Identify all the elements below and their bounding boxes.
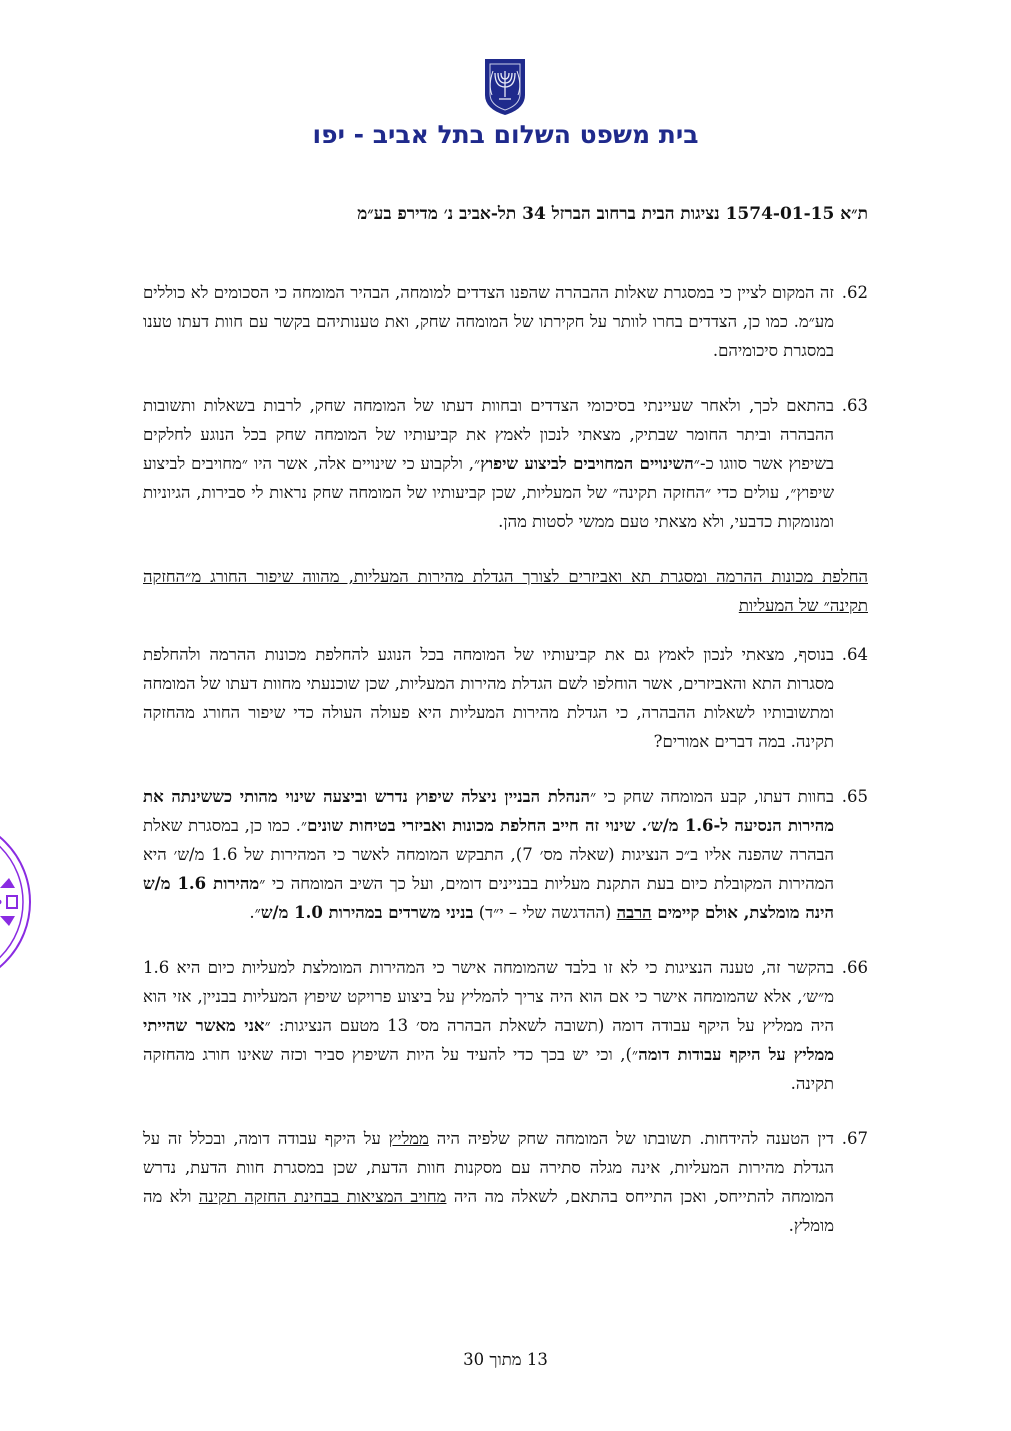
text-run: ״, ולקבוע כי שינויים אלה, אשר היו ״מחויבים לביצוע שיפוץ״, עולים כדי ״החזקה תקינה״ של המעליות, שכן קביעותיו של המומחה שחק נראות לי סבירות, הגיוניות ומנומקות כדבעי, ולא מצאתי טעם ממשי לסטות מהן. [143,454,834,531]
underlined-word: ממליץ [388,1129,429,1148]
paragraph-64 [143,640,868,756]
document-body [143,278,868,1266]
paragraph-65 [143,782,868,927]
bold-quote: בניני משרדים במהירות 1.0 מ/ש [260,903,474,922]
bold-quote: השינויים המחויבים לביצוע שיפוץ [480,454,694,473]
court-stamp-icon [0,812,55,992]
paragraph-text: בנוסף, מצאתי לנכון לאמץ גם את קביעותיו של המומחה בכל הנוגע להחלפת מכונות ההרמה ולהחלפת מסגרות התא והאביזרים, אשר הוחלפו לשם הגדלת מהירות המעליות, שכן שוכנעתי מחוות דעתו של המומחה ומתשובותיו לשאלות ההבהרה, כי הגדלת מהירות המעליות היא פעולה העולה כדי שיפור החורג מהחזקה תקינה. במה דברים אמורים? [143,645,834,751]
text-run: בהקשר זה, טענה הנציגות כי לא זו בלבד שהמומחה אישר כי המהירות המומלצת למעליות כיום היא 1.6 מ״ש׳, אלא שהמומחה אישר כי אם הוא היה צריך להמליץ על ביצוע פרויקט שיפוץ המעליות בבניין, אזי הוא היה ממליץ על היקף עבודה דומה (תשובה לשאלת הבהרה מס׳ 13 מטעם הנציגות: ״ [143,958,834,1035]
section-heading: החלפת מכונות ההרמה ומסגרת תא ואביזרים לצורך הגדלת מהירות המעליות, מהווה שיפור החורג מ״החזקה תקינה״ של המעליות [143,567,868,615]
text-run: דין הטענה להידחות. תשובתו של המומחה שחק שלפיה היה [428,1129,834,1148]
paragraph-text [143,1124,834,1240]
bold-quote: הנהלת הבניין ניצלה שיפוץ נדרש וביצעה שינוי מהותי כששינתה את מהירות הנסיעה ל-1.6 מ/ש׳. שינוי זה חייב החלפת מכונות ואביזרי בטיחות שונים [143,787,834,835]
text-run: (ההדגשה שלי – י״ד) [473,903,617,922]
paragraph-66 [143,953,868,1098]
text-run: ולא מה מומלץ. [143,1187,834,1235]
paragraph-number: 63. [841,396,868,415]
state-emblem-icon [482,57,528,117]
paragraph-text [143,953,834,1098]
text-run: בחוות דעתו, קבע המומחה שחק כי ״ [589,787,834,806]
paragraph-63 [143,391,868,536]
paragraph-62 [143,278,868,365]
text-run: על היקף עבודה דומה, ובכלל זה על הגדלת מהירות המעליות, אינה מגלה סתירה עם מסקנות חוות הדעת, שכן במסגרת חוות הדעת, נדרש המומחה להתייחס, ואכן התייחס בהתאם, לשאלה מה היה [143,1129,834,1206]
paragraph-text: זה המקום לציין כי במסגרת שאלות ההבהרה שהפנו הצדדים למומחה, הבהיר המומחה כי הסכומים לא כוללים מע״מ. כמו כן, הצדדים בחרו לוותר על חקירתו של המומחה שחק, ואת טענותיהם בקשר עם חוות דעתו טענו במסגרת סיכומיהם. [143,283,834,360]
text-run: בהתאם לכך, ולאחר שעיינתי בסיכומי הצדדים ובחוות דעתו של המומחה שחק, לרבות בשאלות ותשובות ההבהרה וביתר החומר שבתיק, מצאתי לנכון לאמץ את קביעותיו של המומחה שחק בכל הנוגע לחלקים בשיפוץ אשר סווגו כ-״ [143,396,834,473]
paragraph-67 [143,1124,868,1240]
bold-quote: מהירות 1.6 מ/ש הינה מומלצת, אולם קיימים [143,874,834,922]
text-run: ״. כמו כן, במסגרת שאלת הבהרה שהפנה אליו ב״כ הנציגות (שאלה מס׳ 7), התבקש המומחה לאשר כי המהירות של 1.6 מ/ש׳ היא המהירות המקובלת כיום בעת התקנת מעליות בבניינים דומים, ועל כך השיב המומחה כי ״ [143,816,834,893]
paragraph-text [143,391,834,536]
case-title: ת״א 1574-01-15 נציגות הבית ברחוב הברזל 34 תל-אביב נ׳ מדירפ בע״מ [357,204,868,224]
paragraph-number: 62. [841,283,868,302]
court-name: בית משפט השלום בתל אביב - יפו [312,120,699,149]
paragraph-number: 66. [841,958,868,977]
paragraph-number: 64. [841,645,868,664]
underlined-phrase: מחויב המציאות בבחינת החזקה תקינה [198,1187,447,1206]
paragraph-text [143,782,834,927]
paragraph-number: 67. [841,1129,868,1148]
text-run: ״. [249,903,261,922]
bold-underlined-word: הרבה [616,903,652,922]
page-number: 13 מתוך 30 [463,1350,548,1369]
paragraph-number: 65. [841,787,868,806]
text-run: ״), וכי יש בכך כדי להעיד על היות השיפוץ סביר וכזה שאינו חורג מהחזקה תקינה. [143,1045,834,1093]
bold-quote: אני מאשר שהייתי ממליץ על היקף עבודות דומה [143,1016,835,1064]
